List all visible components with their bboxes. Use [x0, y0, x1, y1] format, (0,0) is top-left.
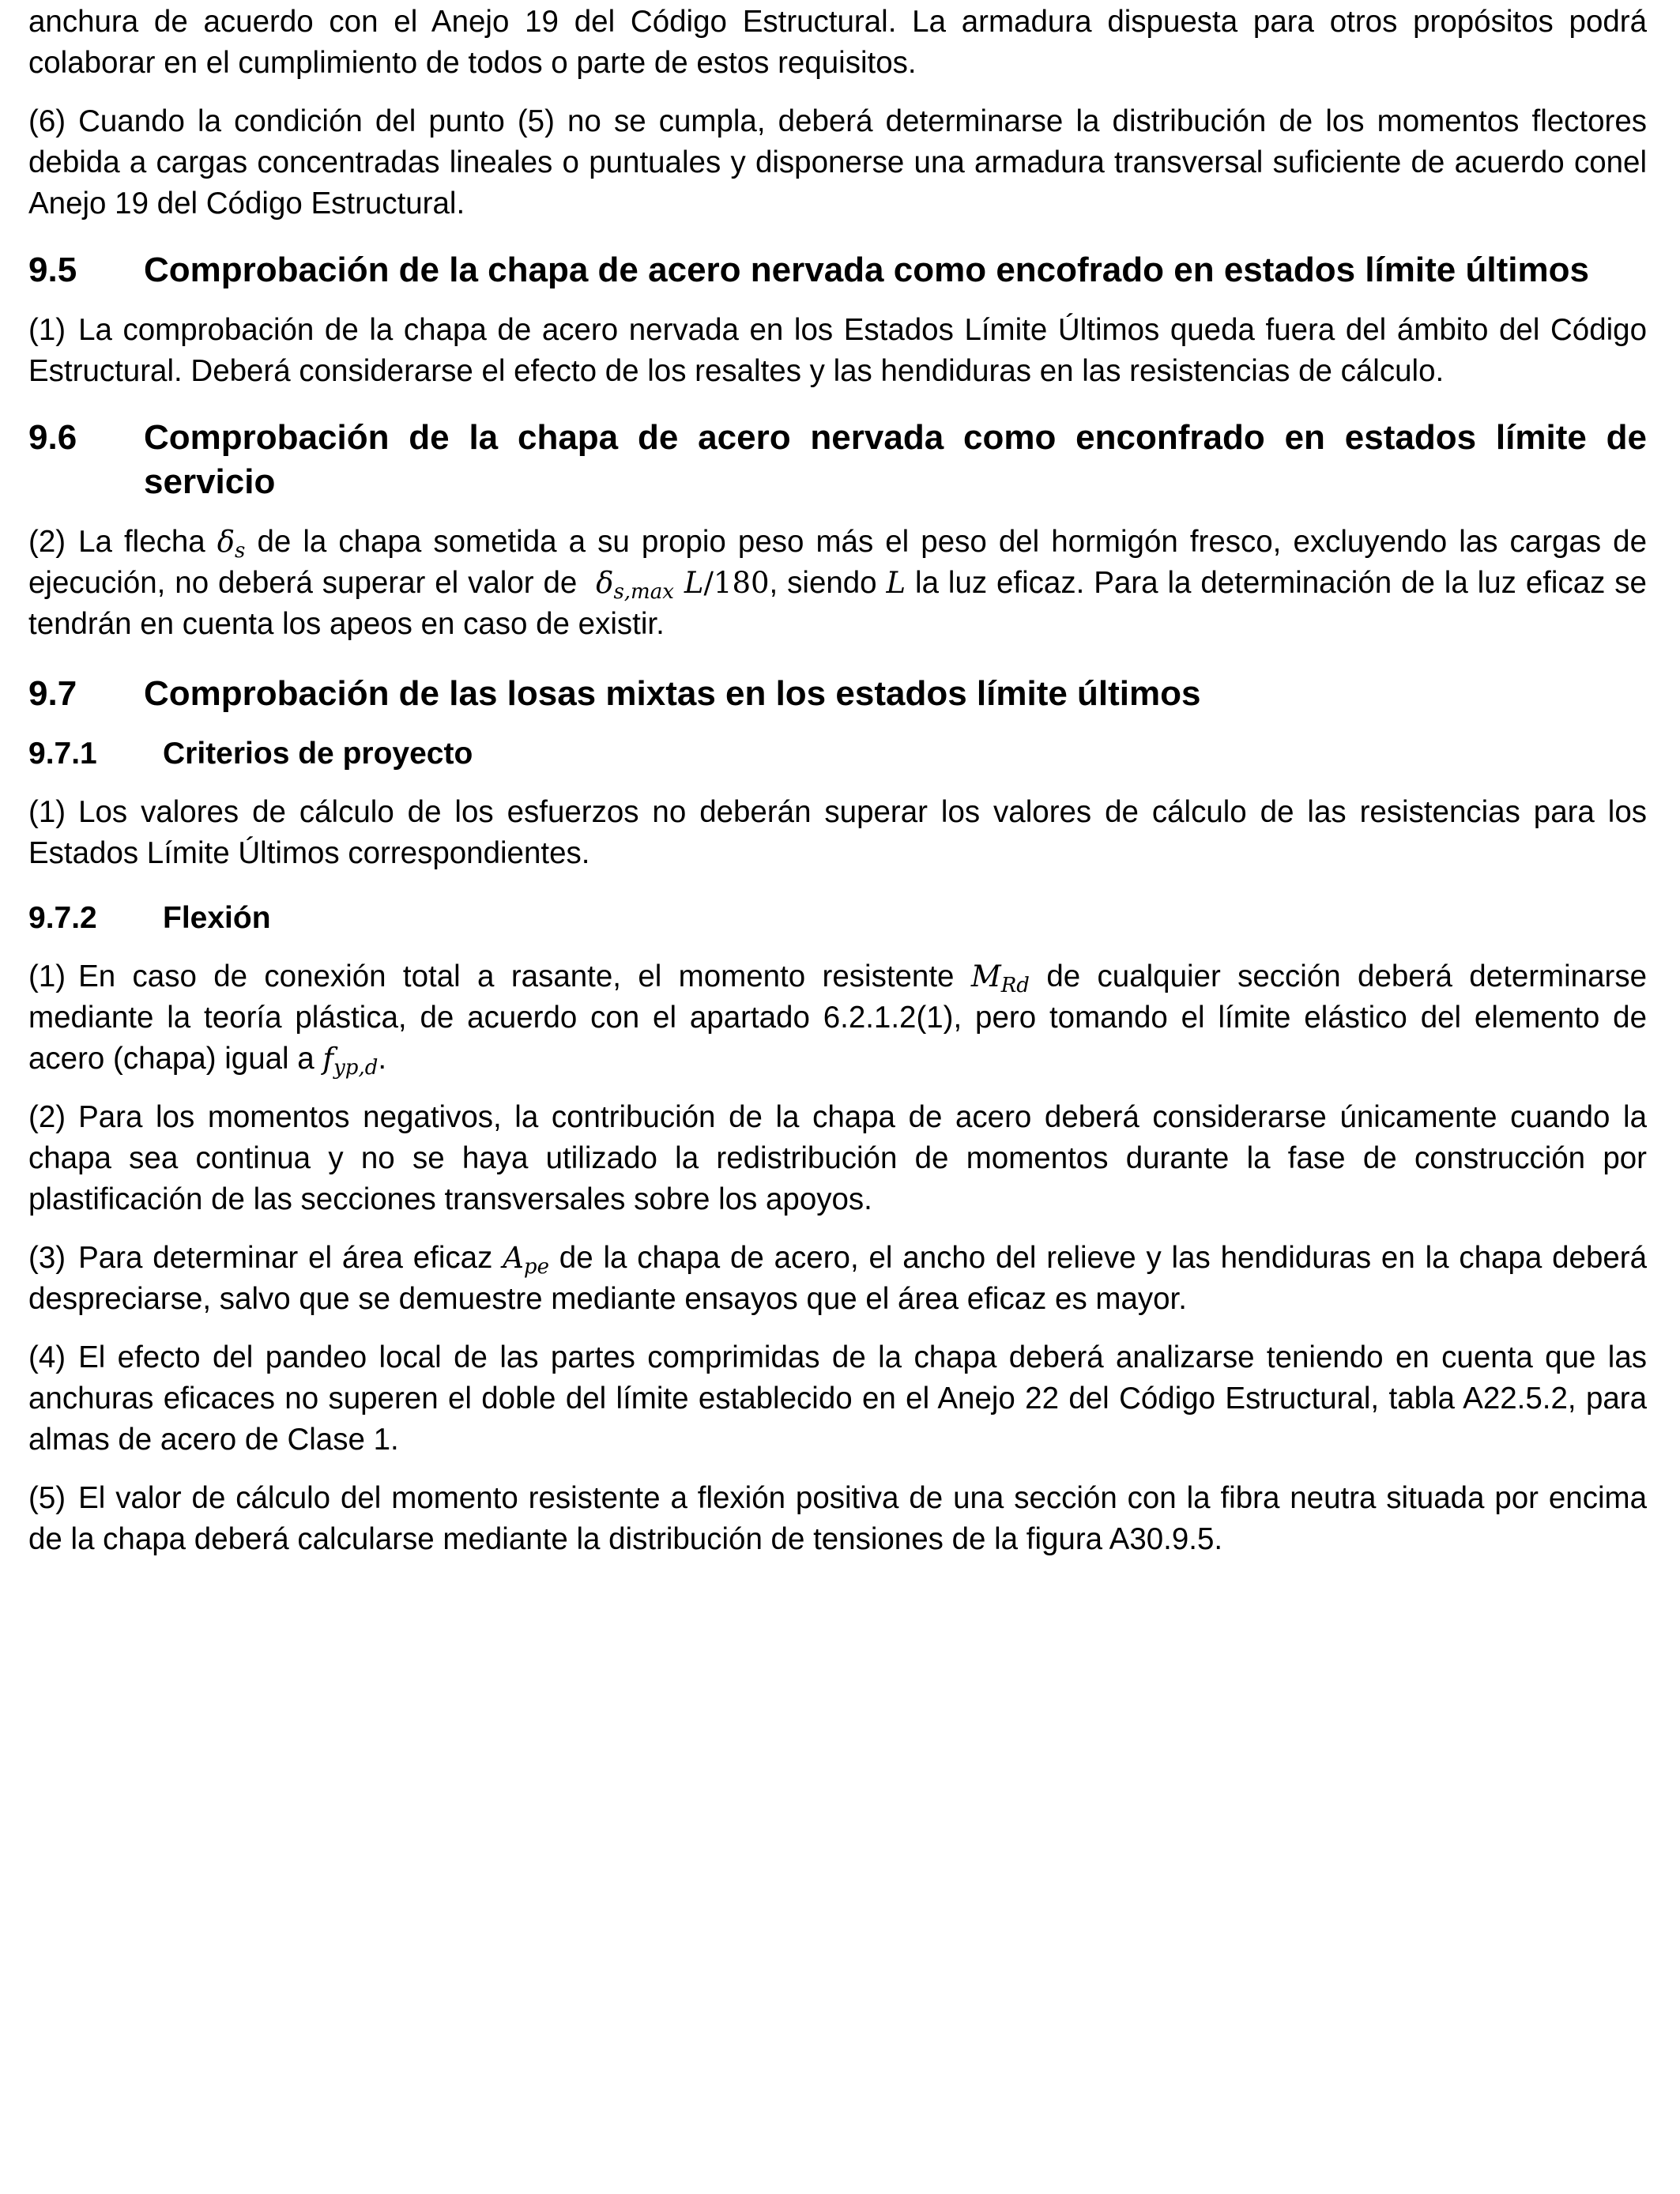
paragraph-9-7-2-4: [28, 1337, 1647, 1461]
math-M-Rd: $M_{Rd}$: [970, 959, 1030, 997]
paragraph-text: de la chapa de acero, el ancho del relieve y las hendiduras en la chapa deberá despreciarse, salvo que se demuestre mediante ensayos que el área eficaz es mayor.: [28, 1241, 1648, 1316]
paragraph-text: El valor de cálculo del momento resistente a flexión positiva de una sección con la fibra neutra situada por encima de la chapa deberá calcularse mediante la distribución de tensiones de la figura A30.9.5.: [28, 1481, 1647, 1556]
paragraph-number: (1): [28, 313, 66, 347]
section-heading-9-5: [28, 248, 1647, 292]
paragraph-text: Los valores de cálculo de los esfuerzos no deberán superar los valores de cálculo de las resistencias para los Estados Límite Últimos correspondientes.: [28, 795, 1647, 870]
math-delta-s: $\delta_s$: [217, 525, 246, 563]
section-number: 9.7: [28, 674, 77, 713]
paragraph-text: Para determinar el área eficaz: [78, 1241, 493, 1275]
paragraph-number: (3): [28, 1241, 66, 1275]
paragraph-9-7-2-5: [28, 1478, 1647, 1560]
math-delta-s-max: $\delta_{s,max}$ L/180: [596, 566, 770, 604]
section-heading-9-7: [28, 672, 1647, 716]
paragraph-text: Cuando la condición del punto (5) no se cumpla, deberá determinarse la distribución de los momentos flectores debida a cargas concentradas lineales o puntuales y disponerse una armadura transversal suficiente de acuerdo conel Anejo 19 del Código Estructural.: [28, 104, 1647, 221]
section-title: Flexión: [163, 901, 271, 935]
section-number: 9.7.2: [28, 901, 97, 935]
paragraph-number: (4): [28, 1340, 66, 1374]
section-number: 9.5: [28, 251, 77, 289]
paragraph-text: El efecto del pandeo local de las partes comprimidas de la chapa deberá analizarse teniendo en cuenta que las anchuras eficaces no superen el doble del límite establecido en el Anejo 22 del Código Estructural, tabla A22.5.2, para almas de acero de Clase 1.: [28, 1340, 1647, 1457]
paragraph-text: Para los momentos negativos, la contribución de la chapa de acero deberá considerarse únicamente cuando la chapa sea continua y no se haya utilizado la redistribución de momentos durante la fase de construcción por plastificación de las secciones transversales sobre los apoyos.: [28, 1100, 1647, 1216]
paragraph-text: , siendo: [769, 566, 877, 600]
paragraph-text: de cualquier sección deberá determinarse mediante la teoría plástica, de acuerdo con el apartado 6.2.1.2(1), pero tomando el límite elástico del elemento de acero (chapa) igual a: [28, 959, 1647, 1076]
paragraph-number: (5): [28, 1481, 66, 1515]
subsection-heading-9-7-1: [28, 733, 1647, 775]
section-title: Comprobación de la chapa de acero nervada como enconfrado en estados límite de servicio: [144, 418, 1647, 501]
paragraph-number: (2): [28, 1100, 66, 1134]
section-title: Criterios de proyecto: [163, 737, 473, 771]
paragraph-9-7-2-2: [28, 1097, 1647, 1220]
paragraph-9-5-1: [28, 310, 1647, 392]
document-page: [28, 0, 1647, 1578]
paragraph-text: .: [378, 1042, 387, 1076]
paragraph-text: anchura de acuerdo con el Anejo 19 del Código Estructural. La armadura dispuesta para otros propósitos podrá colaborar en el cumplimiento de todos o parte de estos requisitos.: [28, 5, 1647, 80]
paragraph-number: (1): [28, 795, 66, 829]
section-title: Comprobación de la chapa de acero nervada como encofrado en estados límite últimos: [144, 251, 1589, 289]
math-f-yp-d: $f_{yp,d}$: [322, 1042, 379, 1080]
paragraph-text: En caso de conexión total a rasante, el momento resistente: [78, 959, 955, 993]
paragraph-continuation: [28, 2, 1647, 84]
paragraph-text: de la chapa sometida a su propio peso más el peso del hormigón fresco, excluyendo las cargas de ejecución, no deberá superar el valor de: [28, 525, 1647, 600]
section-number: 9.7.1: [28, 737, 97, 771]
paragraph-9-7-1-1: [28, 792, 1647, 874]
paragraph-number: (2): [28, 525, 66, 559]
paragraph-text: La comprobación de la chapa de acero nervada en los Estados Límite Últimos queda fuera del ámbito del Código Estructural. Deberá considerarse el efecto de los resaltes y las hendiduras en las resistencias de cálculo.: [28, 313, 1647, 388]
paragraph-6: [28, 101, 1647, 224]
paragraph-9-6-2: [28, 522, 1647, 645]
section-title: Comprobación de las losas mixtas en los estados límite últimos: [144, 674, 1201, 713]
paragraph-9-7-2-1: [28, 956, 1647, 1080]
math-L: L: [886, 566, 906, 600]
paragraph-9-7-2-3: [28, 1238, 1647, 1320]
section-heading-9-6: [28, 416, 1647, 504]
paragraph-number: (6): [28, 104, 66, 138]
paragraph-number: (1): [28, 959, 66, 993]
subsection-heading-9-7-2: [28, 898, 1647, 939]
paragraph-text: la luz eficaz. Para la determinación de la luz eficaz se tendrán en cuenta los apeos en caso de existir.: [28, 566, 1647, 641]
math-A-pe: $A_{pe}$: [503, 1241, 549, 1279]
section-number: 9.6: [28, 418, 77, 457]
paragraph-text: La flecha: [78, 525, 205, 559]
